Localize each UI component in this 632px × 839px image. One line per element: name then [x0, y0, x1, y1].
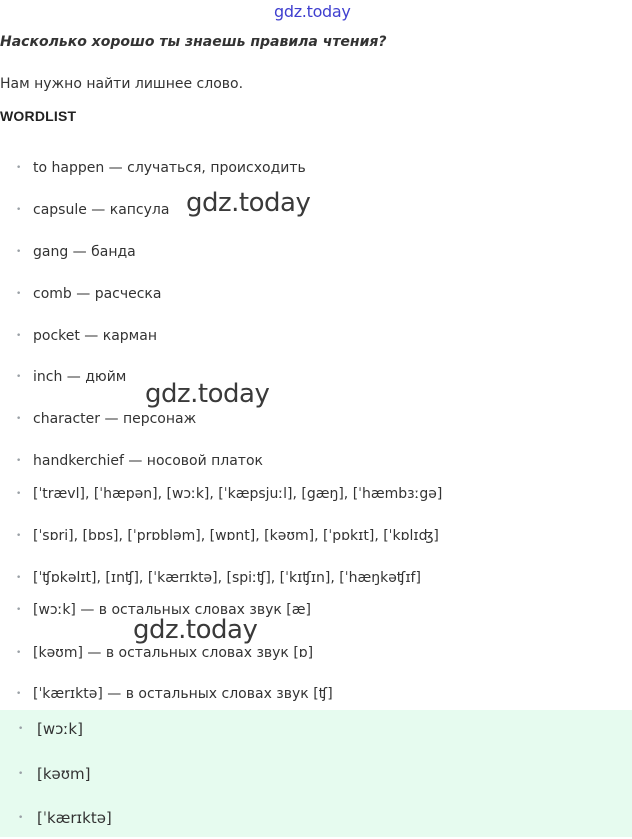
- site-logo[interactable]: gdz.today: [274, 2, 351, 21]
- bullet-icon: •: [16, 205, 22, 215]
- bullet-icon: •: [16, 531, 22, 541]
- question-heading: Насколько хорошо ты знаешь правила чтения?: [0, 34, 387, 50]
- list-item: [0, 147, 632, 189]
- bullet-icon: •: [16, 689, 22, 699]
- bullet-icon: •: [16, 372, 22, 382]
- list-item: [0, 589, 632, 631]
- item-text: comb — расческа: [33, 286, 162, 302]
- watermark: gdz.today: [186, 188, 311, 218]
- list-item: [0, 632, 632, 674]
- list-item: [0, 231, 632, 273]
- list-item: [0, 273, 632, 315]
- bullet-icon: •: [16, 489, 22, 499]
- list-item: [0, 473, 632, 515]
- answer-text: [ˈkærɪktə]: [37, 809, 112, 827]
- list-item: [0, 189, 632, 231]
- bullet-icon: •: [18, 769, 24, 779]
- bullet-icon: •: [16, 331, 22, 341]
- bullet-icon: •: [16, 289, 22, 299]
- bullet-icon: •: [16, 573, 22, 583]
- bullet-icon: •: [18, 724, 24, 734]
- item-text: inch — дюйм: [33, 369, 127, 385]
- list-item: [0, 515, 632, 557]
- answer-text: [wɔːk]: [37, 720, 83, 738]
- item-text: [ˈkærɪktə] — в остальных словах звук [ʧ]: [33, 686, 333, 702]
- answer-item: [0, 753, 632, 795]
- item-text: to happen — случаться, происходить: [33, 160, 306, 176]
- item-text: pocket — карман: [33, 328, 157, 344]
- watermark: gdz.today: [145, 379, 270, 409]
- wordlist-heading: WORDLIST: [0, 108, 77, 124]
- watermark: gdz.today: [133, 615, 258, 645]
- list-item: [0, 315, 632, 357]
- list-item: [0, 398, 632, 440]
- item-text: character — персонаж: [33, 411, 197, 427]
- item-text: [ˈsɒri], [bɒs], [ˈprɒbləm], [wɒnt], [kəʊm], [ˈpɒkɪt], [ˈkɒlɪʤ]: [33, 528, 439, 544]
- item-text: [kəʊm] — в остальных словах звук [ɒ]: [33, 645, 314, 661]
- item-text: gang — банда: [33, 244, 136, 260]
- bullet-icon: •: [16, 163, 22, 173]
- bullet-icon: •: [16, 605, 22, 615]
- answer-panel: [0, 710, 632, 837]
- item-text: [ˈʧɒkəlɪt], [ɪnʧ], [ˈkærɪktə], [spiːʧ], [ˈkɪʧɪn], [ˈhæŋkəʧɪf]: [33, 570, 421, 586]
- item-text: [wɔːk] — в остальных словах звук [æ]: [33, 602, 311, 618]
- task-text: Нам нужно найти лишнее слово.: [0, 76, 244, 92]
- item-text: handkerchief — носовой платок: [33, 453, 263, 469]
- answer-text: [kəʊm]: [37, 765, 91, 783]
- bullet-icon: •: [16, 456, 22, 466]
- bullet-icon: •: [16, 414, 22, 424]
- bullet-icon: •: [18, 813, 24, 823]
- answer-item: [0, 708, 632, 750]
- bullet-icon: •: [16, 648, 22, 658]
- answer-item: [0, 797, 632, 839]
- item-text: [ˈtrævl], [ˈhæpən], [wɔːk], [ˈkæpsjuːl], [gæŋ], [ˈhæmbɜːgə]: [33, 486, 443, 502]
- list-item: [0, 356, 632, 398]
- bullet-icon: •: [16, 247, 22, 257]
- item-text: capsule — капсула: [33, 202, 170, 218]
